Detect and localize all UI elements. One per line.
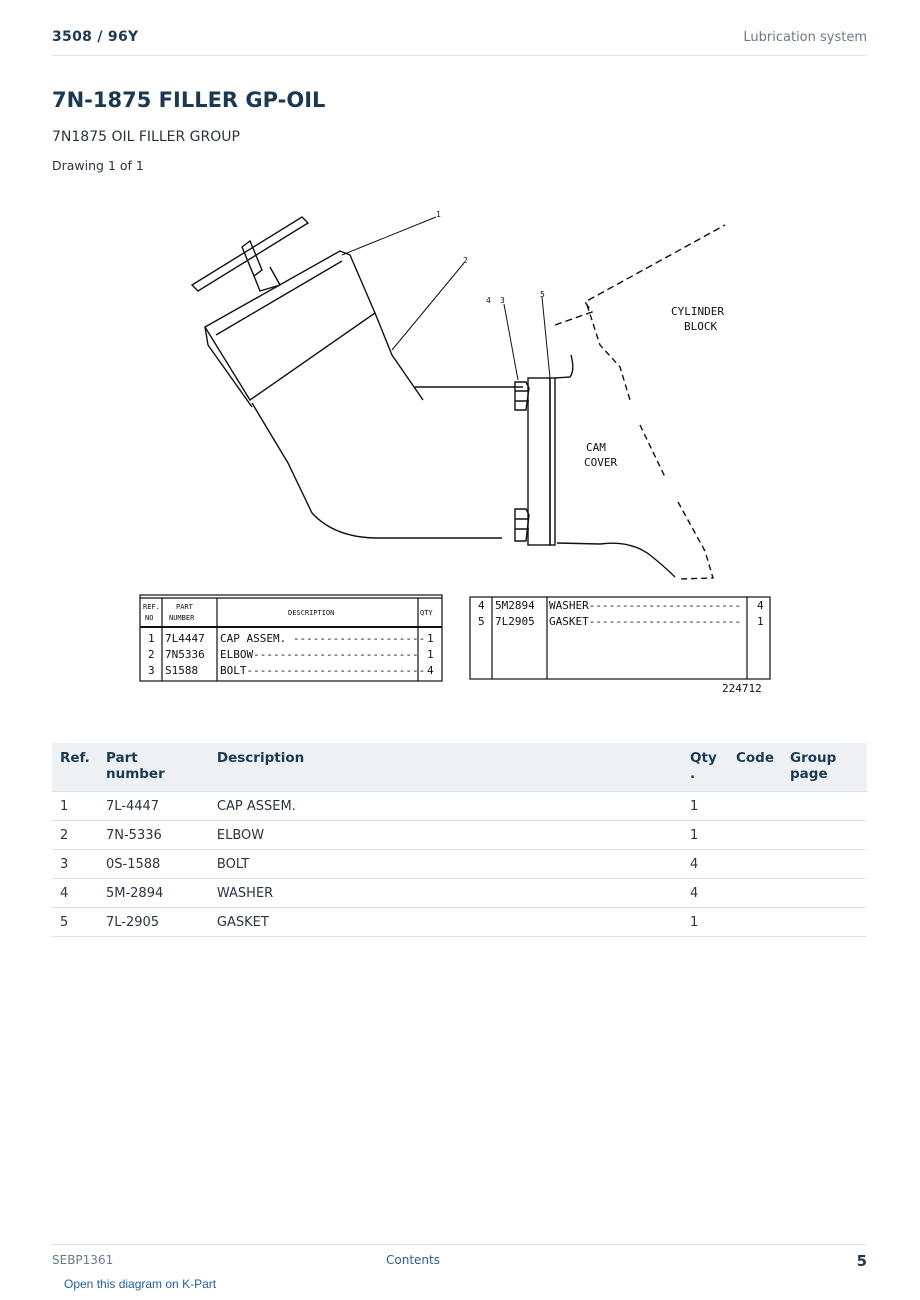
legend-desc: CAP ASSEM. -------------------- bbox=[220, 632, 426, 645]
legend-part: 7N5336 bbox=[165, 648, 205, 661]
legend-ref: 1 bbox=[148, 632, 155, 645]
drawing-count: Drawing 1 of 1 bbox=[52, 158, 144, 173]
cell-ref: 3 bbox=[52, 850, 98, 879]
cam-cover-label-2: COVER bbox=[584, 456, 618, 469]
cell-code bbox=[728, 850, 782, 879]
cell-ref: 5 bbox=[52, 908, 98, 937]
kpart-diagram-link[interactable]: Open this diagram on K-Part bbox=[64, 1277, 217, 1291]
cell-qty: 1 bbox=[682, 908, 728, 937]
header-divider bbox=[52, 55, 867, 56]
parts-table bbox=[52, 743, 867, 937]
cell-part-number: 7L-4447 bbox=[98, 792, 209, 821]
legend-desc: ELBOW------------------------- bbox=[220, 648, 419, 661]
cell-qty: 1 bbox=[682, 792, 728, 821]
cell-qty: 1 bbox=[682, 821, 728, 850]
cell-code bbox=[728, 821, 782, 850]
col-code: Code bbox=[728, 743, 782, 792]
section-label: Lubrication system bbox=[743, 30, 867, 45]
drawing-number: 224712 bbox=[722, 682, 762, 695]
table-row bbox=[52, 850, 867, 879]
cylinder-block-label: CYLINDER bbox=[671, 305, 724, 318]
cell-qty: 4 bbox=[682, 879, 728, 908]
col-qty-label: Qty bbox=[690, 750, 717, 766]
table-header-row bbox=[52, 743, 867, 792]
cell-ref: 2 bbox=[52, 821, 98, 850]
diagram-artwork bbox=[192, 217, 725, 579]
col-description: Description bbox=[209, 743, 682, 792]
parts-diagram bbox=[130, 195, 790, 705]
legend-qty: 4 bbox=[427, 664, 434, 677]
cell-code bbox=[728, 792, 782, 821]
cell-description: BOLT bbox=[209, 850, 682, 879]
cell-group-page bbox=[782, 792, 867, 821]
cell-code bbox=[728, 908, 782, 937]
footer-divider bbox=[52, 1244, 867, 1245]
legend-desc: GASKET----------------------- bbox=[549, 615, 742, 628]
cylinder-block-label-2: BLOCK bbox=[684, 320, 718, 333]
legend-qty: 4 bbox=[757, 599, 764, 612]
table-row bbox=[52, 821, 867, 850]
col-group-label: Group bbox=[790, 750, 837, 766]
callout-2: 2 bbox=[463, 256, 468, 265]
col-qty-dot: . bbox=[690, 766, 696, 782]
legend-ref: 3 bbox=[148, 664, 155, 677]
legend-qty: 1 bbox=[757, 615, 764, 628]
callout-3: 3 bbox=[500, 296, 505, 305]
cell-group-page bbox=[782, 879, 867, 908]
cell-description: WASHER bbox=[209, 879, 682, 908]
cell-ref: 1 bbox=[52, 792, 98, 821]
cell-part-number: 7L-2905 bbox=[98, 908, 209, 937]
legend-desc: BOLT--------------------------- bbox=[220, 664, 426, 677]
legend-part: 7L2905 bbox=[495, 615, 535, 628]
legend-header-qty: QTY bbox=[420, 609, 433, 617]
legend-header-part-2: NUMBER bbox=[169, 614, 195, 622]
legend-header-part: PART bbox=[176, 603, 193, 611]
legend-left-rows bbox=[148, 632, 434, 677]
legend-desc: WASHER----------------------- bbox=[549, 599, 742, 612]
group-subtitle: 7N1875 OIL FILLER GROUP bbox=[52, 129, 240, 145]
legend-ref: 4 bbox=[478, 599, 485, 612]
col-ref: Ref. bbox=[52, 743, 98, 792]
cell-group-page bbox=[782, 821, 867, 850]
legend-header-ref-2: NO bbox=[145, 614, 154, 622]
cell-description: CAP ASSEM. bbox=[209, 792, 682, 821]
cell-description: ELBOW bbox=[209, 821, 682, 850]
legend-part: S1588 bbox=[165, 664, 199, 677]
table-row bbox=[52, 792, 867, 821]
cell-qty: 4 bbox=[682, 850, 728, 879]
cell-part-number: 0S-1588 bbox=[98, 850, 209, 879]
cell-part-number: 5M-2894 bbox=[98, 879, 209, 908]
document-id: SEBP1361 bbox=[52, 1253, 114, 1267]
cell-group-page bbox=[782, 850, 867, 879]
legend-ref: 5 bbox=[478, 615, 485, 628]
cell-ref: 4 bbox=[52, 879, 98, 908]
cell-code bbox=[728, 879, 782, 908]
legend-right-rows bbox=[478, 599, 764, 628]
callout-5: 5 bbox=[540, 290, 545, 299]
legend-header-description: DESCRIPTION bbox=[288, 609, 335, 617]
col-page-label: page bbox=[790, 766, 828, 782]
legend-qty: 1 bbox=[427, 632, 434, 645]
model-label: 3508 / 96Y bbox=[52, 29, 139, 45]
cam-cover-label: CAM bbox=[586, 441, 606, 454]
legend-part: 7L4447 bbox=[165, 632, 205, 645]
legend-qty: 1 bbox=[427, 648, 434, 661]
table-row bbox=[52, 908, 867, 937]
cell-group-page bbox=[782, 908, 867, 937]
cell-part-number: 7N-5336 bbox=[98, 821, 209, 850]
legend-header-ref: REF. bbox=[143, 603, 160, 611]
table-row bbox=[52, 879, 867, 908]
legend-part: 5M2894 bbox=[495, 599, 535, 612]
col-part-number: Part number bbox=[98, 743, 209, 792]
legend-ref: 2 bbox=[148, 648, 155, 661]
page-number: 5 bbox=[856, 1252, 867, 1270]
cell-description: GASKET bbox=[209, 908, 682, 937]
col-qty bbox=[682, 743, 728, 792]
callout-1: 1 bbox=[436, 210, 441, 219]
callout-4: 4 bbox=[486, 296, 491, 305]
col-group-page bbox=[782, 743, 867, 792]
contents-link[interactable]: Contents bbox=[386, 1253, 440, 1267]
page-title: 7N-1875 FILLER GP-OIL bbox=[52, 88, 326, 112]
